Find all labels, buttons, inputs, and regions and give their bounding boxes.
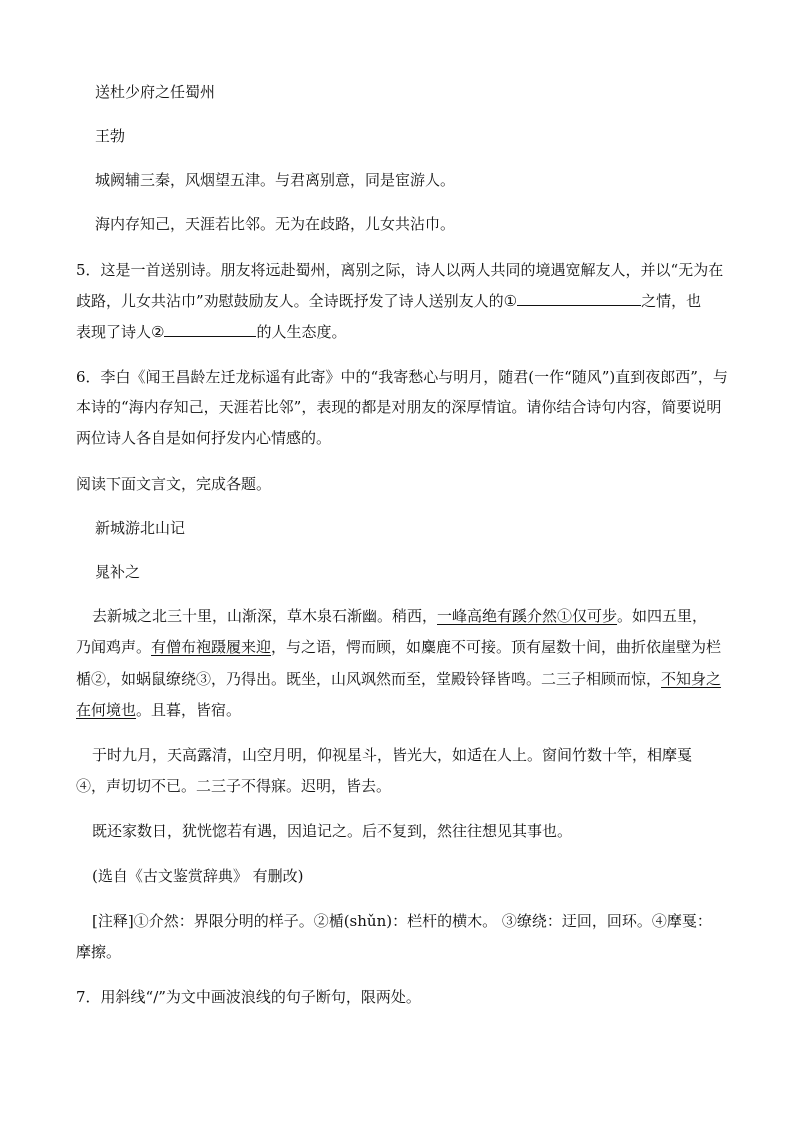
essay-author: 晁补之 (95, 563, 141, 581)
essay-p1-line-4 (76, 700, 241, 720)
q5-line-2-text: 歧路，儿女共沾巾”劝慰鼓励友人。全诗既抒发了诗人送别友人的 (76, 292, 504, 310)
notes-line-1: [注释]①介然：界限分明的样子。②楯(shǔn)：栏杆的横木。 ③缭绕：迂回，回环。④摩戛： (92, 912, 712, 930)
q5-line-2 (76, 291, 701, 311)
essay-text: 乃闻鸡声。 (76, 638, 152, 656)
reading-instruction: 阅读下面文言文，完成各题。 (76, 475, 272, 493)
q6-line-3: 两位诗人各自是如何抒发内心情感的。 (76, 429, 332, 447)
essay-p3-line-1: 既还家数日，犹恍惚若有遇，因追记之。后不复到，然往往想见其事也。 (92, 822, 573, 840)
answer-blank-1[interactable] (517, 291, 641, 306)
essay-text: ，与之语，愕而顾，如麋鹿不可接。顶有屋数十间，曲折依崖壁为栏 (271, 638, 722, 656)
q5-line-3-text: 表现了诗人 (76, 323, 152, 341)
poem-line-2: 海内存知己，天涯若比邻。无为在歧路，儿女共沾巾。 (95, 215, 456, 233)
q5-line-3-tail: 的人生态度。 (256, 323, 347, 341)
q5-line-1: 5．这是一首送别诗。朋友将远赴蜀州，离别之际，诗人以两人共同的境遇宽解友人，并以“无为在 (76, 261, 724, 279)
essay-p1-line-2 (76, 637, 721, 657)
essay-text: 。且暮，皆宿。 (136, 701, 242, 719)
q6-line-1: 6．李白《闻王昌龄左迁龙标遥有此寄》中的“我寄愁心与明月，随君(一作“随风”)直到夜郎西”，与 (76, 368, 728, 386)
essay-text: 。如四五里， (617, 607, 708, 625)
notes-line-2: 摩擦。 (76, 943, 122, 961)
essay-p2-line-1: 于时九月，天高露清，山空月明，仰视星斗，皆光大，如适在人上。窗间竹数十竿，相摩戛 (92, 746, 693, 764)
essay-text: 去新城之北三十里，山渐深，草木泉石渐幽。稍西， (92, 607, 438, 625)
underlined-sentence: 有僧布袍蹑履来迎 (151, 638, 272, 656)
q6-line-2: 本诗的“海内存知己，天涯若比邻”，表现的都是对朋友的深厚情谊。请你结合诗句内容，简要说明 (76, 398, 722, 416)
blank-2-marker: ② (151, 323, 165, 341)
underlined-sentence: 不知身之 (661, 670, 722, 688)
poem-author: 王勃 (95, 127, 126, 145)
poem-line-1: 城阙辅三秦，风烟望五津。与君离别意，同是宦游人。 (95, 171, 456, 189)
essay-p1-line-3 (76, 669, 721, 689)
essay-p2-line-2: ④，声切切不已。二三子不得寐。迟明，皆去。 (76, 777, 392, 795)
underlined-sentence: 在何境也 (76, 701, 137, 719)
q7-line: 7．用斜线“/”为文中画波浪线的句子断句，限两处。 (76, 988, 421, 1006)
q5-line-2-tail: 之情，也 (641, 292, 702, 310)
underlined-sentence: 一峰高绝有蹊介然①仅可步 (437, 607, 618, 625)
q5-line-3 (76, 322, 346, 342)
blank-1-marker: ① (503, 292, 518, 310)
essay-p1-line-1 (92, 606, 707, 626)
essay-title: 新城游北山记 (95, 519, 186, 537)
answer-blank-2[interactable] (164, 322, 256, 337)
poem-title: 送杜少府之任蜀州 (95, 83, 216, 101)
essay-source: (选自《古文鉴赏辞典》 有删改) (92, 867, 304, 885)
essay-text: 楯②，如蜗鼠缭绕③，乃得出。既坐，山风飒然而至，堂殿铃铎皆鸣。二三子相顾而惊， (76, 670, 662, 688)
